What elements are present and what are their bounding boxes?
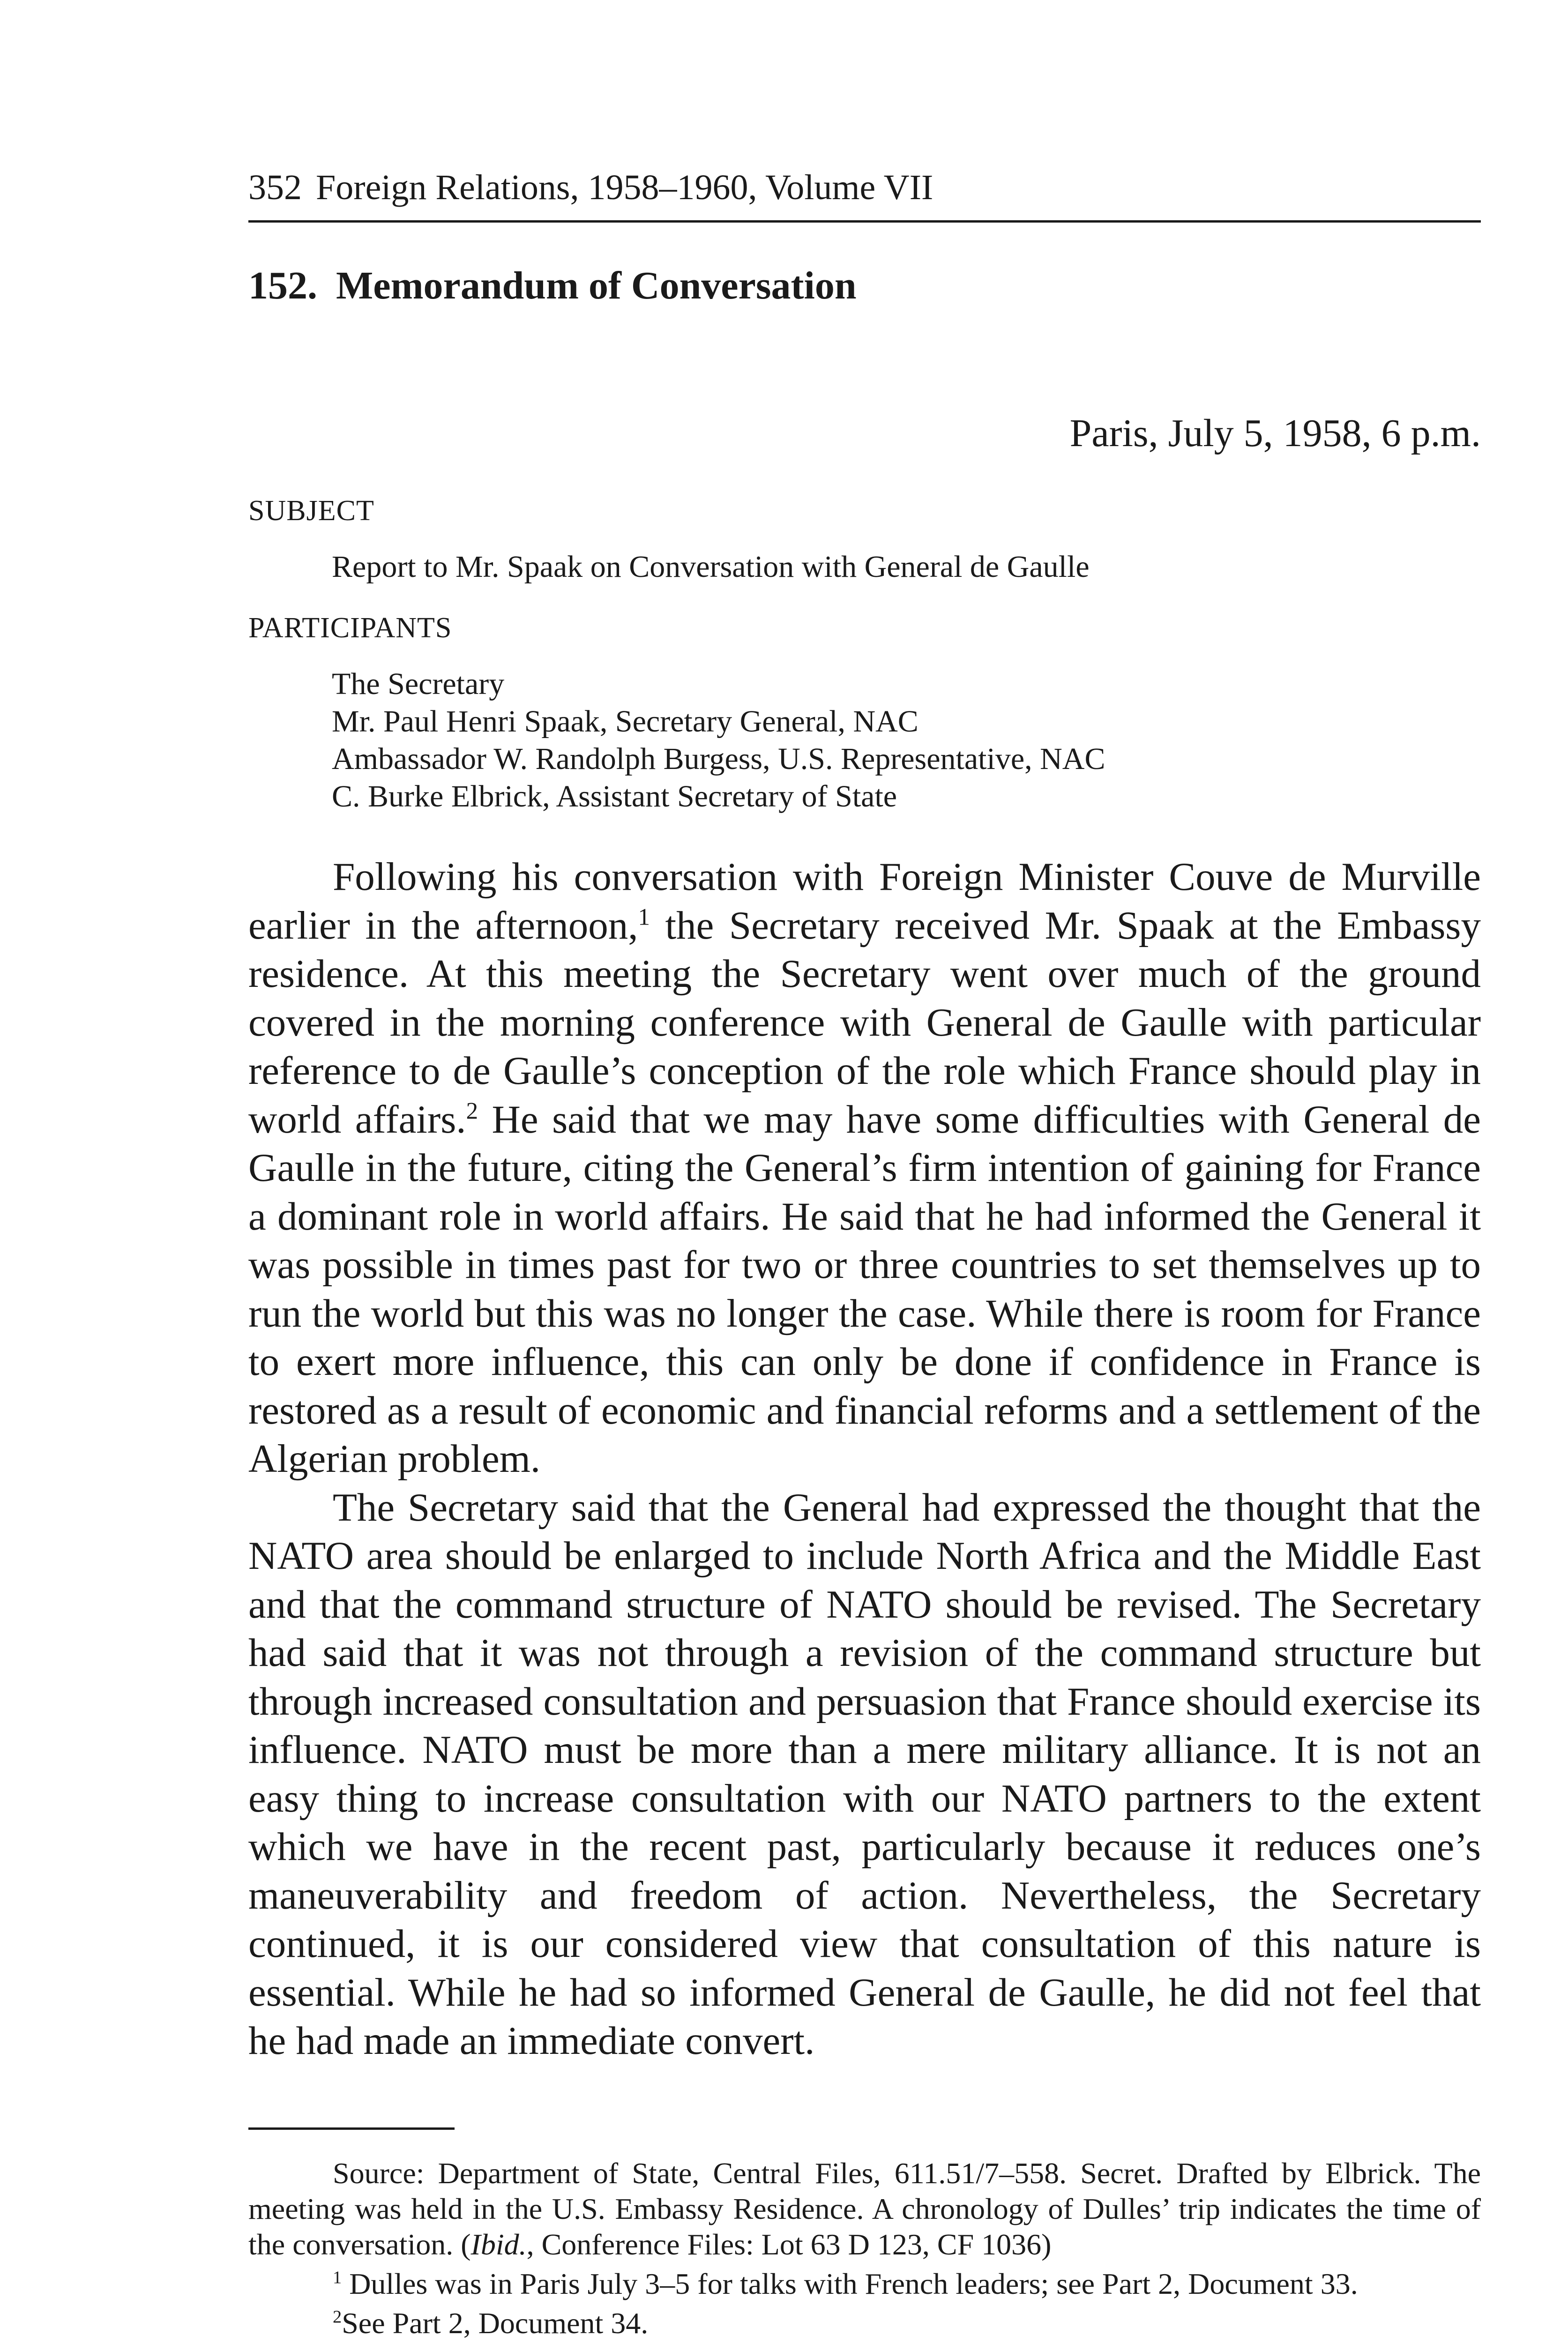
body-text-run: He said that we may have some difficulties with General de Gaulle in the future, citing the General’s firm intention of gaining for France a dominant role in world affairs. He said that he had informed the General it was possible in times past for two or three countries to set themselves up to run the world but this was no longer the case. While there is room for France to exert more influence, this can only be done if confidence in France is restored as a result of economic and financial reforms and a settlement of the Algerian problem. bbox=[248, 1097, 1481, 1481]
source-ibid: Ibid. bbox=[470, 2228, 527, 2261]
body-text bbox=[248, 853, 1481, 2066]
dateline: Paris, July 5, 1958, 6 p.m. bbox=[1069, 411, 1481, 455]
participants-label: PARTICIPANTS bbox=[248, 612, 452, 644]
volume-title: Foreign Relations, 1958–1960, Volume VII bbox=[316, 168, 933, 207]
footnote-2-text: See Part 2, Document 34. bbox=[342, 2306, 649, 2340]
body-paragraph-2: The Secretary said that the General had expressed the thought that the NATO area should be enlarged to include North Africa and the Middle East and that the command structure of NATO should be revised. The Secretary had said that it was not through a revision of the command structure but through increased consultation and persuasion that France should exercise its influence. NATO must be more than a mere military alliance. It is not an easy thing to increase consultation with our NATO partners to the extent which we have in the recent past, particularly because it reduces one’s maneuverability and freedom of action. Nevertheless, the Secretary continued, it is our considered view that consultation of this nature is essential. While he had so informed General de Gaulle, he did not feel that he had made an immediate convert. bbox=[248, 1485, 1481, 2063]
footnote-2-number: 2 bbox=[333, 2307, 342, 2327]
document-number: 152. bbox=[248, 264, 317, 307]
footnote-ref-2: 2 bbox=[466, 1098, 478, 1125]
document-heading bbox=[248, 260, 1481, 312]
participant-item: Ambassador W. Randolph Burgess, U.S. Representative, NAC bbox=[332, 742, 1105, 776]
footnote-1 bbox=[248, 2266, 1481, 2302]
participant-item: Mr. Paul Henri Spaak, Secretary General, NAC bbox=[332, 704, 918, 739]
source-note bbox=[248, 2156, 1481, 2262]
source-text: , Conference Files: Lot 63 D 123, CF 1036) bbox=[526, 2228, 1052, 2261]
document-title: Memorandum of Conversation bbox=[336, 264, 857, 307]
footnote-1-text: Dulles was in Paris July 3–5 for talks with French leaders; see Part 2, Document 33. bbox=[342, 2267, 1358, 2300]
body-paragraph-1 bbox=[248, 853, 1481, 1484]
footnote-2 bbox=[248, 2306, 1481, 2341]
subject-label: SUBJECT bbox=[248, 495, 374, 527]
subject-text: Report to Mr. Spaak on Conversation with General de Gaulle bbox=[332, 550, 1090, 584]
body-text-run: Following his conversation with Foreign Minister Couve de Murville earlier in the afternoon, bbox=[248, 855, 1481, 948]
running-head bbox=[248, 164, 1481, 211]
page-number: 352 bbox=[248, 168, 302, 207]
footnote-rule bbox=[248, 2127, 455, 2130]
header-rule bbox=[248, 220, 1481, 223]
participants-list bbox=[332, 665, 1105, 815]
footnote-1-number: 1 bbox=[333, 2268, 342, 2288]
footnote-ref-1: 1 bbox=[638, 904, 650, 931]
body-text-run: the Secretary received Mr. Spaak at the Embassy residence. At this meeting the Secretary went over much of the ground covered in the morning conference with General de Gaulle with particular reference to de Gaulle’s conception of the role which France should play in world affairs. bbox=[248, 903, 1481, 1142]
participant-item: C. Burke Elbrick, Assistant Secretary of State bbox=[332, 779, 897, 813]
source-text: Source: Department of State, Central Files, 611.51/7–558. Secret. Drafted by Elbrick. The meeting was held in the U.S. Embassy Residence. A chronology of Dulles’ trip indicates the time of the conversation. ( bbox=[248, 2156, 1481, 2261]
footnotes bbox=[248, 2156, 1481, 2341]
participant-item: The Secretary bbox=[332, 667, 505, 701]
